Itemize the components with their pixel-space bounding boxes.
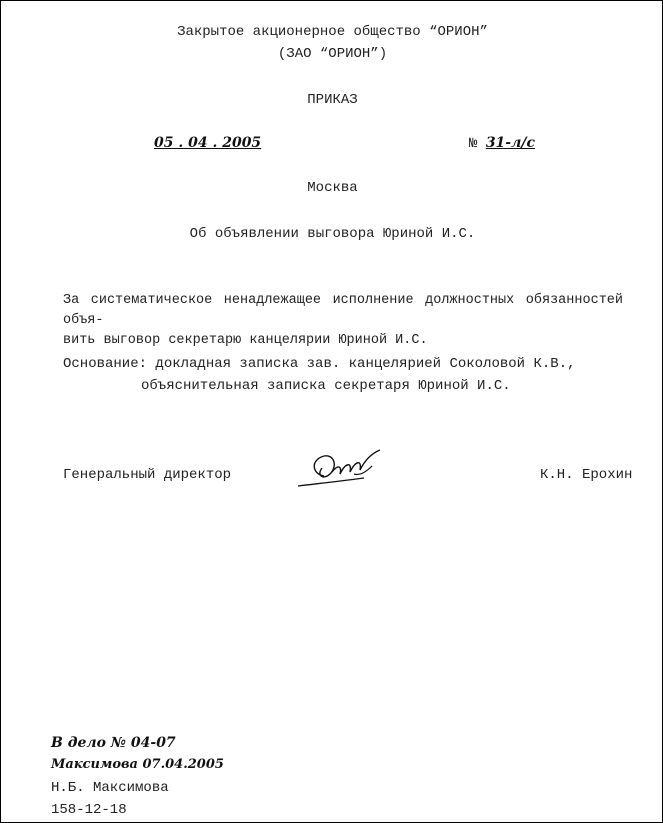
- document-title: Об объявлении выговора Юриной И.С.: [189, 226, 476, 242]
- basis-item-2: объяснительная записка секретаря Юриной И.С.: [141, 378, 511, 394]
- signatory-name: К.Н. Ерохин: [540, 467, 633, 483]
- document-number-row: [469, 134, 535, 153]
- filing-signature: Максимова 07.04.2005: [51, 757, 224, 772]
- number-sign: №: [469, 136, 478, 152]
- handwritten-signature: [294, 446, 386, 492]
- executor-name: Н.Б. Максимова: [51, 780, 169, 796]
- body-line-2: вить выговор секретарю канцелярии Юриной И.С.: [63, 333, 428, 348]
- place-of-issue: Москва: [307, 180, 358, 196]
- executor-phone: 158-12-18: [51, 802, 127, 818]
- document-date: 05 . 04 . 2005: [154, 135, 262, 151]
- body-text: [63, 291, 623, 351]
- organization-short-name: (ЗАО “ОРИОН”): [277, 46, 388, 62]
- filing-note: В дело № 04-07: [51, 735, 176, 751]
- basis-item-1: докладная записка зав. канцелярией Соколовой К.В.,: [155, 356, 576, 372]
- organization-name: Закрытое акционерное общество “ОРИОН”: [177, 24, 488, 40]
- document-number: 31-л/с: [485, 135, 535, 151]
- basis-label: Основание:: [63, 356, 148, 372]
- signatory-position: Генеральный директор: [63, 467, 232, 483]
- basis-line-1: [63, 355, 576, 373]
- body-line-1: За систематическое ненадлежащее исполнение должностных обязанностей объя-: [63, 293, 623, 328]
- document-type: ПРИКАЗ: [307, 92, 358, 108]
